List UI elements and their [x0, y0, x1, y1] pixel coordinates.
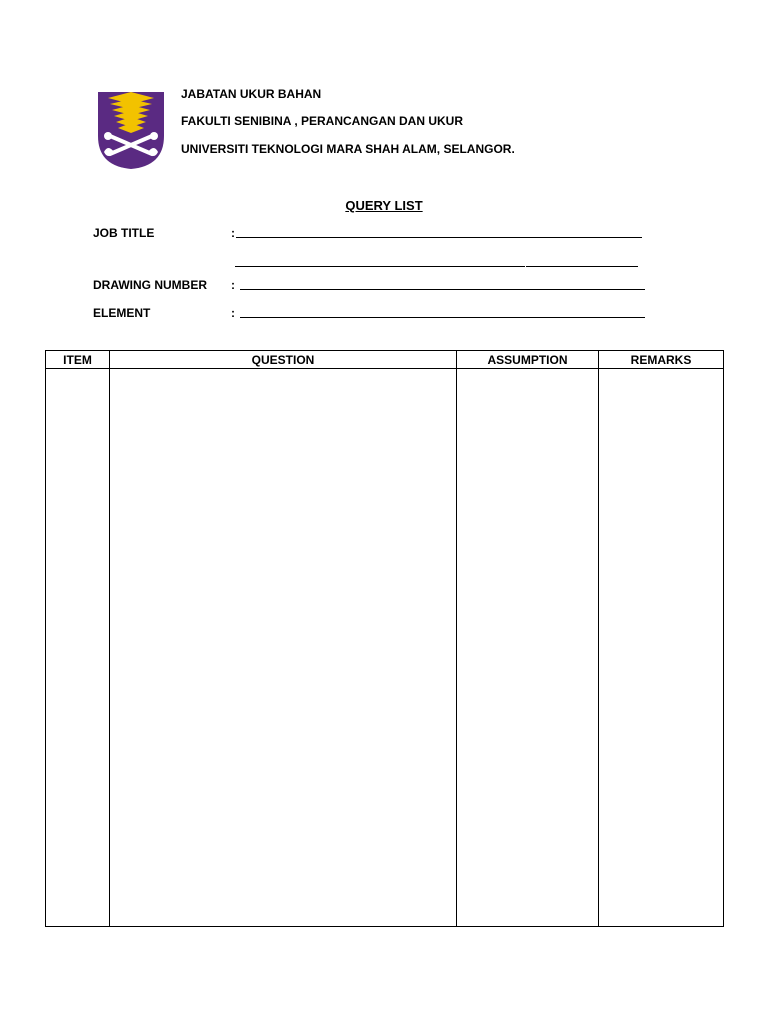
university-crest-icon	[96, 90, 166, 170]
column-header-assumption: ASSUMPTION	[457, 351, 599, 369]
element-colon: :	[231, 306, 235, 320]
job-title-field-line2a[interactable]	[235, 266, 525, 267]
drawing-number-label: DRAWING NUMBER	[93, 278, 207, 292]
remarks-cell[interactable]	[599, 369, 724, 927]
element-label: ELEMENT	[93, 306, 151, 320]
job-title-label: JOB TITLE	[93, 226, 155, 240]
assumption-cell[interactable]	[457, 369, 599, 927]
job-title-field-line2b[interactable]	[526, 266, 638, 267]
job-title-field[interactable]	[236, 237, 642, 238]
job-title-colon: :	[231, 226, 235, 240]
element-field[interactable]	[240, 317, 645, 318]
column-header-question: QUESTION	[110, 351, 457, 369]
drawing-number-colon: :	[231, 278, 235, 292]
query-table	[45, 350, 724, 927]
table-row	[46, 369, 724, 927]
department-name: JABATAN UKUR BAHAN	[181, 87, 322, 101]
page-title: QUERY LIST	[345, 198, 423, 213]
faculty-name: FAKULTI SENIBINA , PERANCANGAN DAN UKUR	[181, 114, 463, 128]
column-header-item: ITEM	[46, 351, 110, 369]
table-header-row	[46, 351, 724, 369]
item-cell[interactable]	[46, 369, 110, 927]
question-cell[interactable]	[110, 369, 457, 927]
column-header-remarks: REMARKS	[599, 351, 724, 369]
university-name: UNIVERSITI TEKNOLOGI MARA SHAH ALAM, SELANGOR.	[181, 142, 515, 156]
drawing-number-field[interactable]	[240, 289, 645, 290]
